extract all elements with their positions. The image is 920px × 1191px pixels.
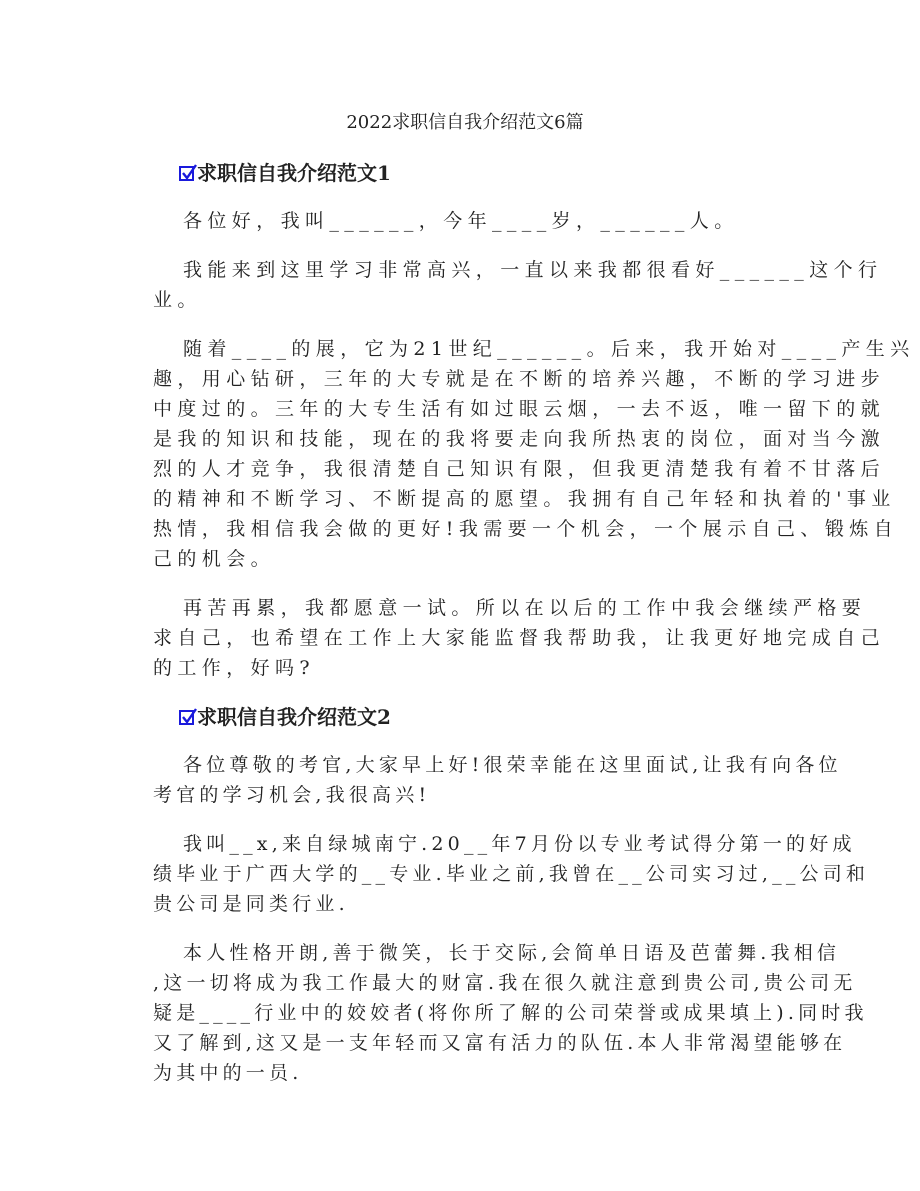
paragraph-line: 各位好，我叫______，今年____岁，______人。 (183, 210, 739, 232)
paragraph (153, 829, 870, 919)
paragraph-line: 再苦再累，我都愿意一试。所以在以后的工作中我会继续严格要 (183, 597, 867, 619)
paragraph-line: 中度过的。三年的大专生活有如过眼云烟，一去不返，唯一留下的就 (153, 398, 886, 420)
paragraph (153, 334, 915, 574)
paragraph (153, 255, 883, 315)
document-title: 2022求职信自我介绍范文6篇 (346, 112, 584, 133)
checkbox-icon (179, 166, 194, 181)
paragraph-line: 热情，我相信我会做的更好!我需要一个机会，一个展示自己、锻炼自 (153, 518, 899, 540)
section-heading-text: 求职信自我介绍范文1 (197, 161, 391, 185)
paragraph-line: ,这一切将成为我工作最大的财富.我在很久就注意到贵公司,贵公司无 (153, 972, 857, 994)
section-heading (179, 702, 793, 732)
paragraph (153, 750, 842, 810)
paragraph-line: 的工作，好吗? (153, 657, 315, 679)
paragraph-line: 趣，用心钻研，三年的大专就是在不断的培养兴趣，不断的学习进步 (153, 368, 886, 390)
section-heading (179, 158, 793, 188)
paragraph-line: 绩毕业于广西大学的__专业.毕业之前,我曾在__公司实习过,__公司和 (153, 863, 870, 885)
paragraph-line: 我叫__x,来自绿城南宁.20__年7月份以专业考试得分第一的好成 (183, 833, 856, 855)
paragraph-line: 为其中的一员. (153, 1062, 303, 1084)
section-heading-text: 求职信自我介绍范文2 (197, 705, 391, 729)
checkbox-icon (179, 710, 194, 725)
paragraph-line: 贵公司是同类行业. (153, 893, 349, 915)
paragraph-line: 我能来到这里学习非常高兴，一直以来我都很看好______这个行 (183, 259, 883, 281)
paragraph-line: 又了解到,这又是一支年轻而又富有活力的队伍.本人非常渴望能够在 (153, 1032, 847, 1054)
paragraph-line: 是我的知识和技能，现在的我将要走向我所热衷的岗位，面对当今激 (153, 428, 886, 450)
paragraph-line: 业。 (153, 289, 202, 311)
paragraph-line: 的精神和不断学习、不断提高的愿望。我拥有自己年轻和执着的'事业 (153, 488, 896, 510)
paragraph-line: 本人性格开朗,善于微笑，长于交际,会简单日语及芭蕾舞.我相信 (183, 942, 841, 964)
paragraph (153, 593, 886, 683)
sections (153, 158, 915, 1088)
paragraph-line: 疑是____行业中的姣姣者(将你所了解的公司荣誉或成果填上).同时我 (153, 1002, 868, 1024)
paragraph-line: 求自己，也希望在工作上大家能监督我帮助我，让我更好地完成自己 (153, 627, 886, 649)
paragraph (153, 938, 868, 1088)
document-page (153, 108, 915, 1107)
paragraph-line: 考官的学习机会,我很高兴! (153, 784, 431, 806)
paragraph-line: 烈的人才竞争，我很清楚自己知识有限，但我更清楚我有着不甘落后 (153, 458, 886, 480)
paragraph-line: 各位尊敬的考官,大家早上好!很荣幸能在这里面试,让我有向各位 (183, 754, 842, 776)
paragraph-line: 随着____的展，它为21世纪______。后来，我开始对____产生兴 (183, 338, 915, 360)
paragraph (153, 206, 793, 236)
paragraph-line: 己的机会。 (153, 548, 276, 570)
